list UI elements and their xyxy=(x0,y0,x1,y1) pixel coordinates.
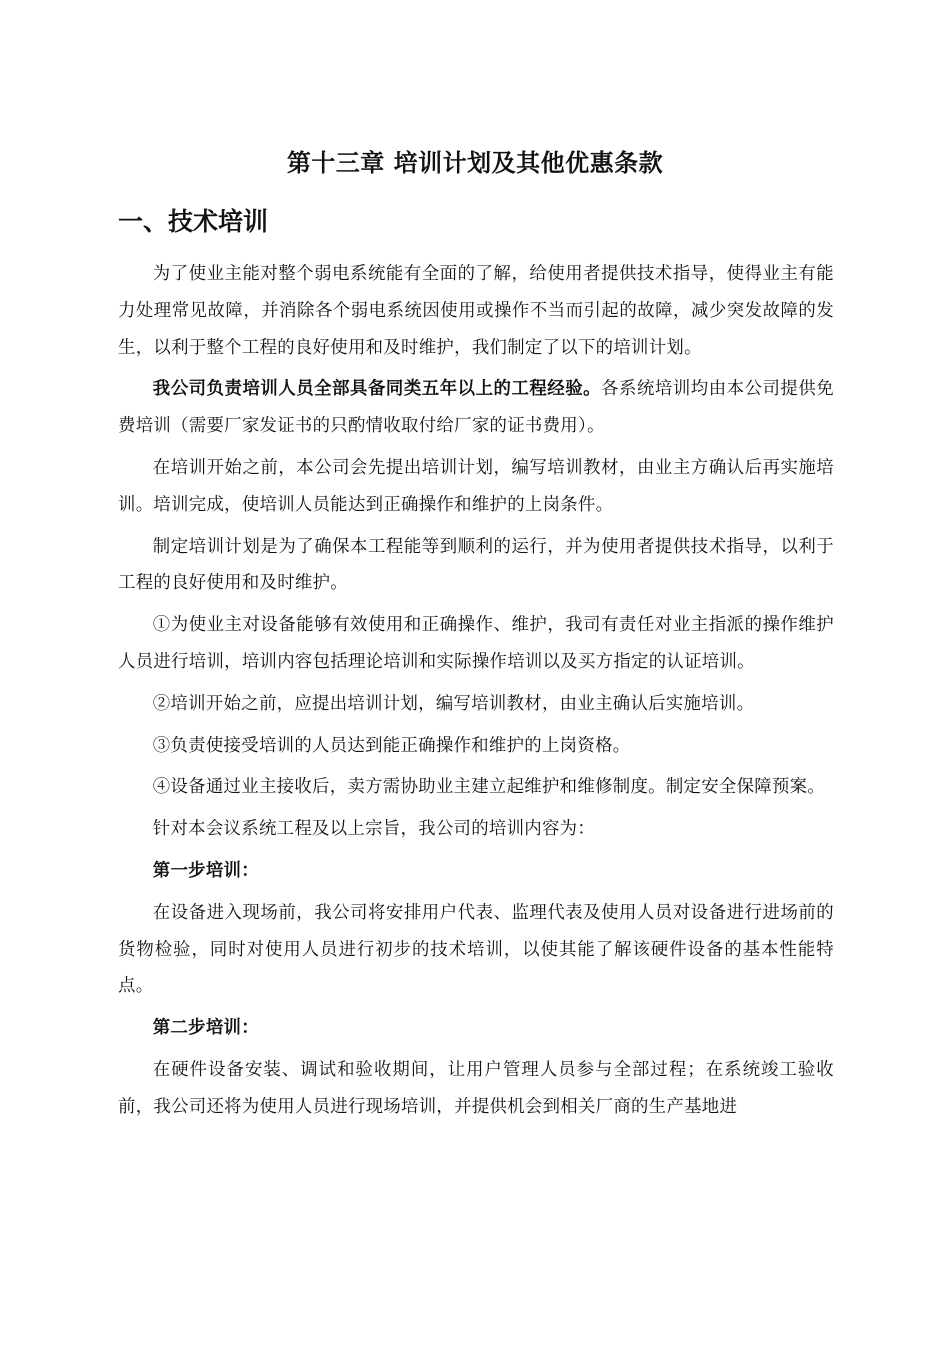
paragraph-intro: 为了使业主能对整个弱电系统能有全面的了解，给使用者提供技术指导，使得业主有能力处理常见故障，并消除各个弱电系统因使用或操作不当而引起的故障，减少突发故障的发生，以利于整个工程的良好使用和及时维护，我们制定了以下的培训计划。 xyxy=(118,264,834,358)
body-text xyxy=(118,256,834,1131)
step2-heading: 第二步培训： xyxy=(152,1018,259,1039)
list-item-3: ③负责使接受培训的人员达到能正确操作和维护的上岗资格。 xyxy=(152,735,631,756)
section-heading: 一、技术培训 xyxy=(118,207,269,236)
paragraph-training-content: 针对本会议系统工程及以上宗旨，我公司的培训内容为： xyxy=(152,819,596,840)
list-item-1: ①为使业主对设备能够有效使用和正确操作、维护，我司有责任对业主指派的操作维护人员进行培训，培训内容包括理论培训和实际操作培训以及买方指定的认证培训。 xyxy=(118,615,834,672)
free-training-text: 各系统培训均由本公司提供免费培训（需要厂家发证书的只酌情收取付给厂家的证书费用）。 xyxy=(118,379,834,437)
chapter-title: 第十三章 培训计划及其他优惠条款 xyxy=(286,148,664,177)
paragraph-trainer-experience xyxy=(118,371,834,445)
list-item-4: ④设备通过业主接收后，卖方需协助业主建立起维护和维修制度。制定安全保障预案。 xyxy=(152,777,826,798)
paragraph-plan-purpose: 制定培训计划是为了确保本工程能等到顺利的运行，并为使用者提供技术指导，以利于工程的良好使用和及时维护。 xyxy=(118,536,834,594)
step1-heading: 第一步培训： xyxy=(152,860,259,881)
paragraph-step1: 在设备进入现场前，我公司将安排用户代表、监理代表及使用人员对设备进行进场前的货物检验，同时对使用人员进行初步的技术培训，以使其能了解该硬件设备的基本性能特点。 xyxy=(118,902,834,997)
paragraph-training-plan: 在培训开始之前，本公司会先提出培训计划，编写培训教材，由业主方确认后再实施培训。培训完成，使培训人员能达到正确操作和维护的上岗条件。 xyxy=(118,457,834,515)
trainer-experience-emphasis: 我公司负责培训人员全部具备同类五年以上的工程经验。 xyxy=(152,379,602,400)
paragraph-step2: 在硬件设备安装、调试和验收期间，让用户管理人员参与全部过程；在系统竣工验收前，我公司还将为使用人员进行现场培训，并提供机会到相关厂商的生产基地进 xyxy=(118,1059,834,1117)
list-item-2: ②培训开始之前，应提出培训计划，编写培训教材，由业主确认后实施培训。 xyxy=(152,693,755,714)
